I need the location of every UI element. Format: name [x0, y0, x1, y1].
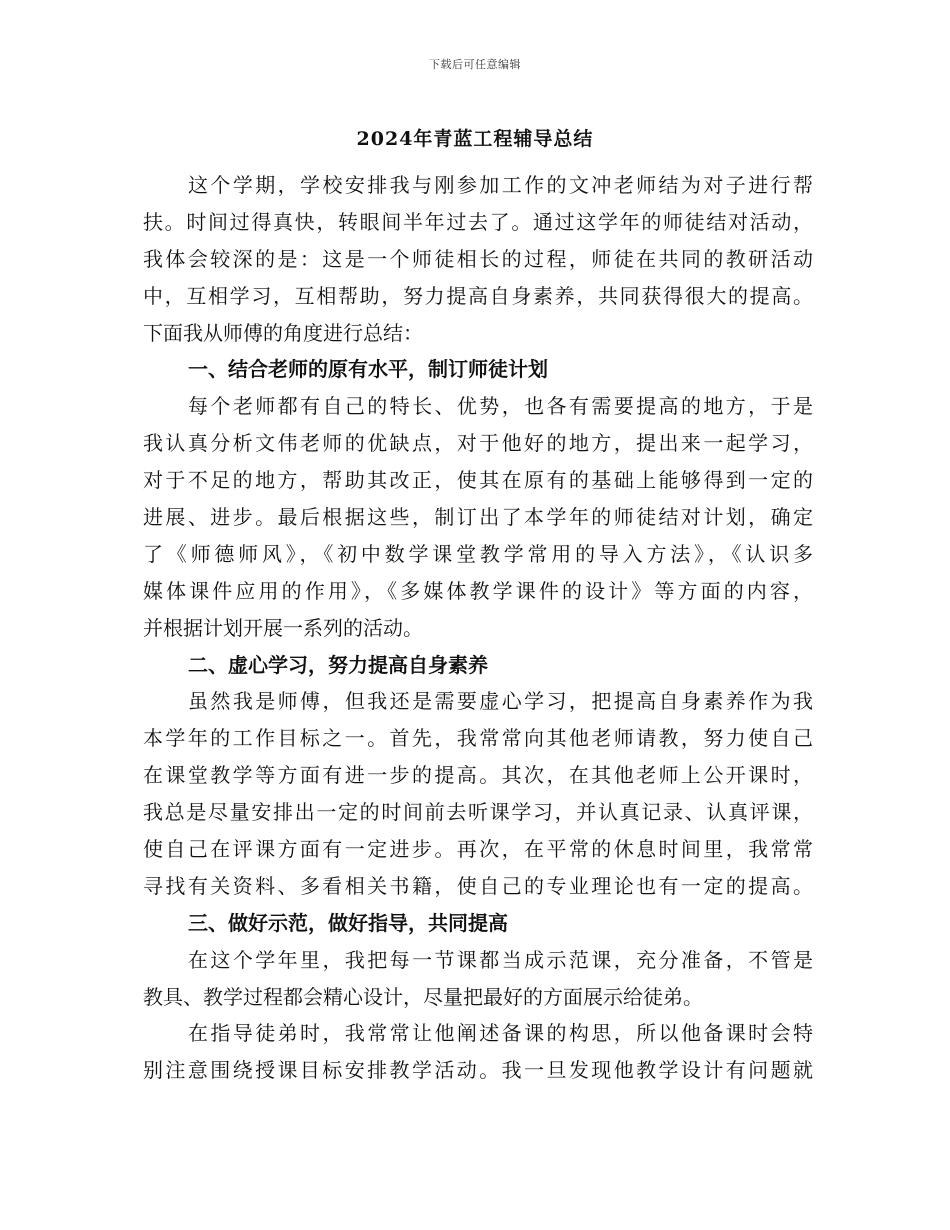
body-line: 在这个学年里，我把每一节课都当成示范课，充分准备，不管是 — [188, 947, 813, 972]
body-line: 我认真分析文伟老师的优缺点，对于他好的地方，提出来一起学习， — [143, 431, 813, 456]
body-line: 本学年的工作目标之一。首先，我常常向其他老师请教，努力使自己 — [143, 726, 813, 751]
body-line: 并根据计划开展一系列的活动。 — [143, 615, 423, 640]
body-line: 在课堂教学等方面有进一步的提高。其次，在其他老师上公开课时， — [143, 763, 813, 788]
section-heading: 三、做好示范，做好指导，共同提高 — [188, 910, 508, 935]
body-line: 在指导徒弟时，我常常让他阐述备课的构思，所以他备课时会特 — [188, 1021, 813, 1046]
body-line: 扶。时间过得真快，转眼间半年过去了。通过这学年的师徒结对活动， — [143, 209, 813, 234]
body-line: 进展、进步。最后根据这些，制订出了本学年的师徒结对计划，确定 — [143, 505, 813, 530]
body-line: 了《师德师风》，《初中数学课堂教学常用的导入方法》，《认识多 — [143, 541, 813, 566]
body-line: 寻找有关资料、多看相关书籍，使自己的专业理论也有一定的提高。 — [143, 873, 813, 898]
body-line: 教具、教学过程都会精心设计，尽量把最好的方面展示给徒弟。 — [143, 984, 703, 1009]
section-heading: 二、虚心学习，努力提高自身素养 — [188, 652, 488, 677]
body-line: 我体会较深的是：这是一个师徒相长的过程，师徒在共同的教研活动 — [143, 246, 813, 271]
body-line: 对于不足的地方，帮助其改正，使其在原有的基础上能够得到一定的 — [143, 468, 813, 493]
body-line: 媒体课件应用的作用》，《多媒体教学课件的设计》等方面的内容， — [143, 578, 813, 603]
document-body — [143, 167, 813, 1089]
body-line: 中，互相学习，互相帮助，努力提高自身素养，共同获得很大的提高。 — [143, 283, 813, 308]
header-note: 下载后可任意编辑 — [429, 58, 521, 71]
body-line: 下面我从师傅的角度进行总结： — [143, 320, 423, 345]
section-heading: 一、结合老师的原有水平，制订师徒计划 — [188, 357, 548, 382]
body-line: 使自己在评课方面有一定进步。再次，在平常的休息时间里，我常常 — [143, 837, 813, 862]
document-title: 2024年青蓝工程辅导总结 — [356, 128, 594, 150]
body-line: 这个学期，学校安排我与刚参加工作的文冲老师结为对子进行帮 — [188, 173, 813, 197]
body-line: 我总是尽量安排出一定的时间前去听课学习，并认真记录、认真评课， — [143, 800, 813, 825]
body-line: 别注意围绕授课目标安排教学活动。我一旦发现他教学设计有问题就 — [143, 1058, 813, 1083]
body-line: 每个老师都有自己的特长、优势，也各有需要提高的地方，于是 — [188, 394, 813, 419]
body-line: 虽然我是师傅，但我还是需要虚心学习，把提高自身素养作为我 — [188, 689, 813, 714]
